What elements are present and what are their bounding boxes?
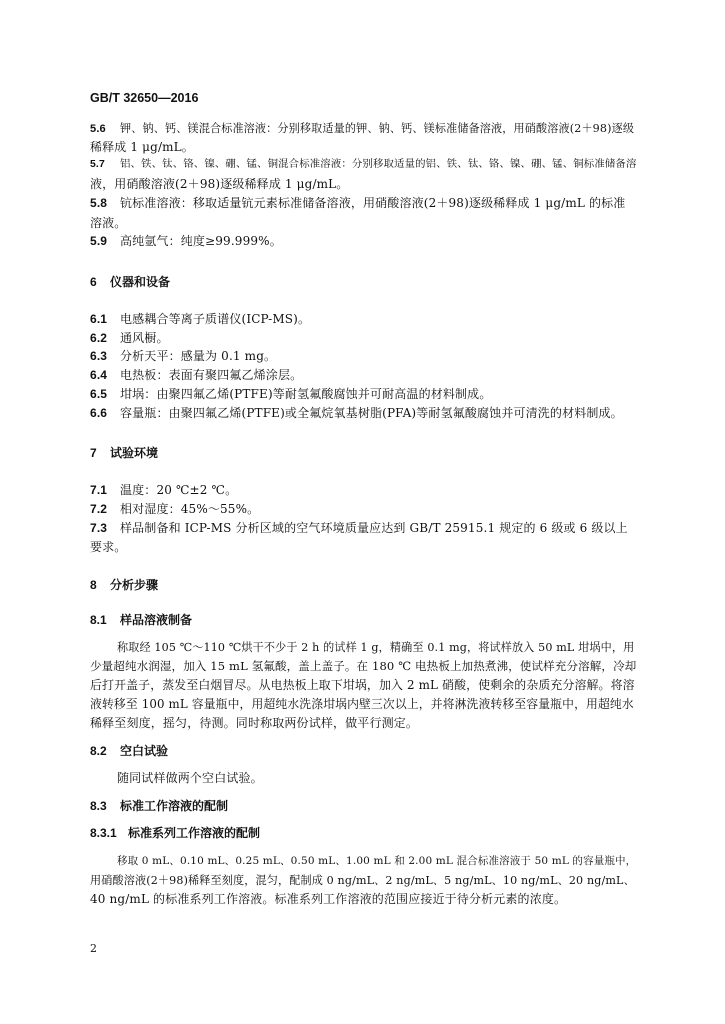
clause-text: 高纯氩气：纯度≥99.999%。 bbox=[120, 234, 282, 248]
clause-5-8-line-1 bbox=[90, 196, 625, 211]
section-title: 分析步骤 bbox=[110, 578, 159, 592]
clause-title: 标准系列工作溶液的配制 bbox=[128, 826, 261, 840]
clause-8-3-heading bbox=[90, 799, 228, 814]
clause-7-3-line-2: 要求。 bbox=[90, 540, 127, 554]
clause-number: 6.3 bbox=[90, 349, 108, 363]
section-7-heading bbox=[90, 446, 158, 461]
clause-6-5 bbox=[90, 387, 491, 402]
clause-number: 5.7 bbox=[90, 159, 105, 170]
clause-number: 6.6 bbox=[90, 406, 108, 420]
section-number: 6 bbox=[90, 275, 97, 289]
clause-number: 8.3.1 bbox=[90, 826, 117, 840]
clause-text: 温度：20 ℃±2 ℃。 bbox=[120, 483, 238, 497]
clause-title: 样品溶液制备 bbox=[120, 613, 193, 627]
clause-number: 5.8 bbox=[90, 196, 108, 210]
clause-text: 电热板：表面有聚四氟乙烯涂层。 bbox=[120, 368, 303, 382]
clause-number: 8.3 bbox=[90, 799, 107, 813]
clause-text: 相对湿度：45%～55%。 bbox=[120, 502, 260, 516]
paragraph-8-1-line-4: 液转移至 100 mL 容量瓶中，用超纯水洗涤坩埚内壁三次以上，并将淋洗液转移至容量瓶中，用超纯水 bbox=[90, 697, 634, 711]
section-number: 8 bbox=[90, 578, 97, 592]
clause-text: 分析天平：感量为 0.1 mg。 bbox=[120, 349, 277, 363]
section-8-heading bbox=[90, 578, 158, 593]
paragraph-8-3-1-line-1: 移取 0 mL、0.10 mL、0.25 mL、0.50 mL、1.00 mL 和 2.00 mL 混合标准溶液于 50 mL 的容量瓶中， bbox=[117, 855, 637, 867]
clause-number: 6.5 bbox=[90, 387, 108, 401]
clause-text: 钾、钠、钙、镁混合标准溶液：分别移取适量的钾、钠、钙、镁标准储备溶液，用硝酸溶液(2＋98)逐级 bbox=[120, 122, 635, 135]
clause-number: 6.2 bbox=[90, 331, 108, 345]
clause-6-3 bbox=[90, 349, 276, 364]
clause-6-2 bbox=[90, 331, 169, 346]
clause-number: 7.2 bbox=[90, 502, 108, 516]
paragraph-8-3-1-line-2: 用硝酸溶液(2＋98)稀释至刻度，混匀，配制成 0 ng/mL、2 ng/mL、5 ng/mL、10 ng/mL、20 ng/mL、 bbox=[90, 874, 635, 887]
clause-8-2-heading bbox=[90, 744, 168, 759]
clause-number: 8.1 bbox=[90, 613, 107, 627]
paragraph-8-1-line-2: 少量超纯水润湿，加入 15 mL 氢氟酸，盖上盖子。在 180 ℃ 电热板上加热煮沸，使试样充分溶解，冷却 bbox=[90, 659, 637, 673]
clause-number: 5.9 bbox=[90, 234, 108, 248]
clause-text: 通风橱。 bbox=[120, 331, 169, 345]
page-number: 2 bbox=[90, 942, 97, 955]
section-6-heading bbox=[90, 275, 170, 290]
clause-number: 7.3 bbox=[90, 521, 108, 535]
paragraph-8-1-line-1: 称取经 105 ℃～110 ℃烘干不少于 2 h 的试样 1 g，精确至 0.1 mg，将试样放入 50 mL 坩埚中，用 bbox=[117, 641, 635, 654]
section-number: 7 bbox=[90, 446, 97, 460]
clause-text: 铝、铁、钛、铬、镍、硼、锰、铜混合标准溶液：分别移取适量的铝、铁、钛、铬、镍、硼、锰、铜标准储备溶 bbox=[120, 158, 637, 170]
clause-number: 8.2 bbox=[90, 744, 107, 758]
clause-title: 空白试验 bbox=[120, 744, 169, 758]
standard-code-header: GB/T 32650—2016 bbox=[90, 91, 199, 105]
clause-5-6-line-1 bbox=[90, 121, 634, 137]
clause-text: 坩埚：由聚四氟乙烯(PTFE)等耐氢氟酸腐蚀并可耐高温的材料制成。 bbox=[120, 387, 492, 401]
paragraph-8-1-line-5: 稀释至刻度，摇匀，待测。同时称取两份试样，做平行测定。 bbox=[90, 716, 419, 730]
clause-5-8-line-2: 溶液。 bbox=[90, 216, 127, 230]
clause-text: 容量瓶：由聚四氟乙烯(PTFE)或全氟烷氧基树脂(PFA)等耐氢氟酸腐蚀并可清洗的材料制成。 bbox=[120, 406, 623, 420]
clause-text: 样品制备和 ICP-MS 分析区域的空气环境质量应达到 GB/T 25915.1 规定的 6 级或 6 级以上 bbox=[120, 521, 628, 535]
clause-5-7-line-2: 液，用硝酸溶液(2＋98)逐级稀释成 1 μg/mL。 bbox=[90, 177, 349, 191]
clause-6-1 bbox=[90, 312, 310, 327]
section-title: 仪器和设备 bbox=[110, 275, 171, 289]
paragraph-8-3-1-line-3: 40 ng/mL 的标准系列工作溶液。标准系列工作溶液的范围应接近于待分析元素的浓度。 bbox=[90, 892, 567, 906]
clause-8-1-heading bbox=[90, 613, 192, 628]
clause-number: 5.6 bbox=[90, 123, 106, 135]
clause-number: 6.1 bbox=[90, 312, 108, 326]
clause-7-1 bbox=[90, 483, 237, 498]
clause-5-6-line-2: 稀释成 1 μg/mL。 bbox=[90, 140, 194, 154]
clause-7-3-line-1 bbox=[90, 521, 628, 536]
section-title: 试验环境 bbox=[110, 446, 159, 460]
clause-7-2 bbox=[90, 502, 259, 517]
clause-text: 电感耦合等离子质谱仪(ICP-MS)。 bbox=[120, 312, 311, 326]
clause-6-4 bbox=[90, 368, 302, 383]
clause-title: 标准工作溶液的配制 bbox=[120, 799, 229, 813]
clause-6-6 bbox=[90, 406, 623, 421]
paragraph-8-1-line-3: 后打开盖子，蒸发至白烟冒尽。从电热板上取下坩埚，加入 2 mL 硝酸，使剩余的杂质充分溶解。将溶 bbox=[90, 678, 635, 692]
clause-5-9 bbox=[90, 234, 282, 249]
clause-8-3-1-heading bbox=[90, 826, 260, 841]
clause-5-7-line-1 bbox=[90, 157, 637, 172]
clause-number: 7.1 bbox=[90, 483, 108, 497]
paragraph-8-2: 随同试样做两个空白试验。 bbox=[117, 771, 263, 785]
clause-number: 6.4 bbox=[90, 368, 108, 382]
clause-text: 钪标准溶液：移取适量钪元素标准储备溶液，用硝酸溶液(2＋98)逐级稀释成 1 μg/mL 的标准 bbox=[120, 196, 626, 210]
